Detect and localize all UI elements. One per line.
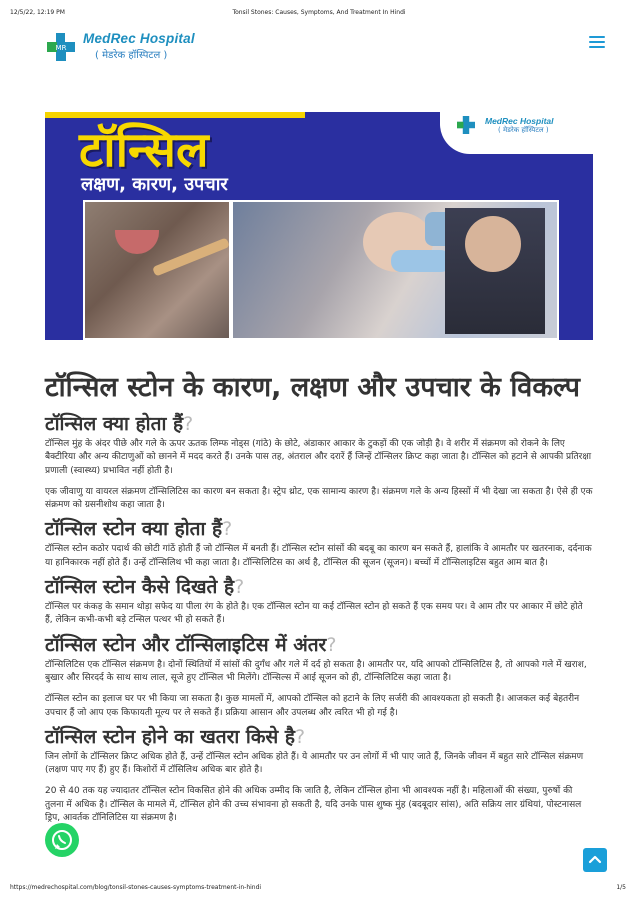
- banner-brand: MedRec Hospital: [485, 116, 554, 126]
- print-footer: [0, 884, 638, 898]
- print-header: [0, 0, 638, 18]
- article-banner-image: [45, 112, 593, 340]
- hamburger-menu-icon[interactable]: [589, 36, 605, 50]
- banner-title: टॉन्सिल: [79, 122, 209, 178]
- whatsapp-button[interactable]: [45, 823, 79, 857]
- section-heading: टॉन्सिल स्टोन क्या होता हैं?: [45, 518, 233, 541]
- article-title: टॉन्सिल स्टोन के कारण, लक्षण और उपचार के विकल्प: [45, 372, 580, 403]
- print-page-number: 1/5: [616, 884, 626, 891]
- banner-subtitle: लक्षण, कारण, उपचार: [81, 174, 228, 195]
- print-page-title: Tonsil Stones: Causes, Symptoms, And Treatment In Hindi: [232, 9, 406, 16]
- chevron-up-icon: [583, 848, 607, 872]
- brand-name[interactable]: MedRec Hospital: [83, 31, 195, 46]
- section-paragraph: टॉन्सिलिटिस एक टॉन्सिल संक्रमण है। दोनों स्थितियों में सांसों की दुर्गंध और गले में दर्द हो सकता है। आमतौर पर, यदि आपको टॉन्सिलिटिस है, तो आपको गले में खराश, बुखार और सिरदर्द के साथ साथ लाल, सूजे हुए टॉन्सिल भी मिलेंगे। टॉन्सिल्स में आई सूजन को ही, टॉन्सिलिटिस कहा जाता है।: [45, 659, 587, 683]
- print-datetime: 12/5/22, 12:19 PM: [10, 9, 65, 16]
- brand-name-hindi: ( मेडरेक हॉस्पिटल ): [95, 50, 168, 61]
- section-heading: टॉन्सिल क्या होता हैं?: [45, 413, 194, 435]
- section-paragraph: टॉन्सिल पर कंकड़ के समान थोड़ा सफेद या पीला रंग के होते है। एक टॉन्सिल स्टोन या कई टॉन्सिल स्टोन हो सकते हैं एक समय पर। वे आम तौर पर आकार में छोटे होते हैं, लेकिन कभी-कभी बड़े टन्सिल पत्थर भी हो सकते हैं।: [45, 602, 583, 626]
- whatsapp-icon: [45, 823, 79, 857]
- site-header: [45, 28, 615, 68]
- section-paragraph: जिन लोगों के टॉन्सिलर क्रिप्ट अधिक होते हैं, उन्हें टॉन्सिल स्टोन अधिक होते हैं। ये आमतौर पर उन लोगों में भी पाए जाते हैं, जिनके जीवन में बहुत सारे टॉन्सिल संक्रमण (लक्षण पाए गए हैं) हुए हैं। किशोरों में टॉसिलिथ अधिक बार होते है।: [45, 751, 584, 776]
- logo-mark: MR: [55, 44, 67, 52]
- section-paragraph: टॉन्सिल स्टोन का इलाज घर पर भी किया जा सकता है। कुछ मामलों में, आपको टॉन्सिल को हटाने के लिए सर्जरी की आवश्यकता हो सकती है। आजकल कई बेहतरीन उपचार हैं जो आप एक किफायती मूल्य पर ले सकते हैं। प्रक्रिया आसान और उपलब्ध और त्वरित भी हो गई है।: [45, 694, 580, 718]
- print-url: https://medrechospital.com/blog/tonsil-stones-causes-symptoms-treatment-in-hindi: [10, 884, 262, 891]
- banner-cross-icon: [457, 116, 475, 134]
- hospital-cross-logo-icon[interactable]: [47, 33, 75, 61]
- scroll-to-top-button[interactable]: [583, 848, 607, 872]
- article-content: [45, 370, 593, 825]
- section-heading: टॉन्सिल स्टोन होने का खतरा किसे है?: [45, 725, 306, 748]
- section-paragraph: 20 से 40 तक यह ज्यादातर टॉन्सिल स्टोन विकसित होने की अधिक उम्मीद कि जाति है, लेकिन टॉन्सिल होना भी आवश्यक नहीं है। महिलाओं की संख्या, पुरुषों की तुलना में अधिक है। टॉन्सिल के मामले में, टॉन्सिल होने की उच्च संभावना हो सकती है, यदि उनके पास शुष्क मुंह (बदबूदार सांस), अति सक्रिय लार ग्रंथियां, पोस्टनासल ड्रिप, आवर्तक टॉनिलिटिस या संक्रमण है।: [45, 786, 582, 824]
- section-paragraph: टॉन्सिल मुंह के अंदर पीछे और गले के ऊपर ऊतक लिम्फ नोड्स (गांठे) के छोटे, अंडाकार आकार के टुकड़ों की एक जोड़ी है। वे शरीर में संक्रमण को रोकने के लिए बैक्टीरिया और अन्य कीटाणुओं को छानने में मदद करते हैं। उनके पास तह, अंतराल और दरारें हैं जिन्हें टॉन्सिलर क्रिप्ट कहा जाता है। टॉन्सिल को हटाने से आपकी प्रतिरक्षा प्रणाली (स्वास्थ्य) प्रभावित नहीं होती है।: [45, 439, 592, 476]
- banner-brand-hindi: ( मेडरेक हॉस्पिटल ): [498, 126, 549, 134]
- section-heading: टॉन्सिल स्टोन कैसे दिखते है?: [45, 576, 245, 599]
- section-paragraph: एक जीवाणु या वायरल संक्रमण टॉन्सिलिटिस का कारण बन सकता है। स्ट्रेप थ्रोट, एक सामान्य कारण है। संक्रमण गले के अन्य हिस्सों में भी देखा जा सकता है। ऐसे ही एक संक्रमण को ग्रसनीशोथ कहा जाता है।: [45, 486, 593, 511]
- section-paragraph: टॉन्सिल स्टोन कठोर पदार्थ की छोटी गांठें होती हैं जो टॉन्सिल में बनती हैं। टॉन्सिल स्टोन सांसों की बदबू का कारण बन सकते हैं, हालांकि वे आमतौर पर खतरनाक, दर्दनाक या हानिकारक नहीं होते हैं। उन्हें टॉन्सिलिथ भी कहा जाता है। टॉन्सिलिटिस का अर्थ है, टॉन्सिल की सूजन (सूजन)। बच्चों में टॉन्सिलाइटिस बहुत आम बात है।: [45, 544, 592, 568]
- section-heading: टॉन्सिल स्टोन और टॉन्सिलाइटिस में अंतर?: [45, 633, 337, 656]
